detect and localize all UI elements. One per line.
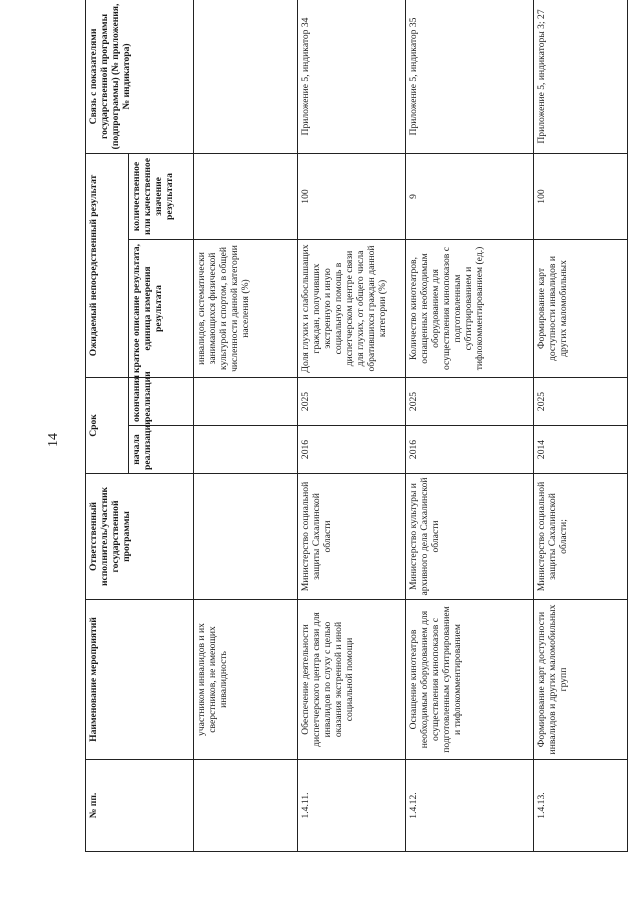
row-name: участником инвалидов и их сверстников, не имеющих инвалидность (194, 600, 298, 760)
table-row (194, 0, 298, 852)
table-row (406, 0, 534, 852)
row-start: 2016 (406, 426, 534, 474)
row-name: Обеспечение деятельности диспетчерского центра связи для инвалидов по слуху с целью оказания экстренной и иной социальной помощи (298, 600, 406, 760)
row-value: 100 (534, 153, 628, 239)
header-result-value: количественное или качественное значение результата (129, 153, 194, 239)
row-end: 2025 (406, 378, 534, 426)
header-executor: Ответственный исполнитель/участник государственной программы (86, 474, 194, 600)
row-num: 1.4.11. (298, 760, 406, 852)
row-executor: Министерство социальной защиты Сахалинской области; (534, 474, 628, 600)
row-name: Оснащение кинотеатров необходимым оборудованием для осуществления кинопоказов с подготовленным субтитрированием и тифлокомментированием (406, 600, 534, 760)
header-result-desc: краткое описание результата, единица измерения результата (129, 240, 194, 378)
row-value: 100 (298, 153, 406, 239)
row-value (194, 153, 298, 239)
row-desc: Доля глухих и слабослышащих граждан, получивших экстренную и иную социальную помощь в диспетчерском центре связи для глухих, от общего числа обратившихся граждан данной категории (%) (298, 240, 406, 378)
row-value: 9 (406, 153, 534, 239)
header-result: Ожидаемый непосредственный результат (86, 153, 129, 377)
header-num: № пп. (86, 760, 194, 852)
row-start (194, 426, 298, 474)
row-executor: Министерство культуры и архивного дела Сахалинской области (406, 474, 534, 600)
header-name: Наименование мероприятий (86, 600, 194, 760)
row-link (194, 0, 298, 153)
row-link: Приложение 5, индикатор 34 (298, 0, 406, 153)
row-end (194, 378, 298, 426)
row-end: 2025 (534, 378, 628, 426)
row-num: 1.4.13. (534, 760, 628, 852)
header-link: Связь с показателями государственной программы (подпрограммы) (№ приложения, № индикатора) (86, 0, 194, 153)
row-end: 2025 (298, 378, 406, 426)
row-num: 1.4.12. (406, 760, 534, 852)
row-link: Приложение 5, индикаторы 3; 27 (534, 0, 628, 153)
table-row (534, 0, 628, 852)
row-start: 2014 (534, 426, 628, 474)
row-desc: Количество кинотеатров, оснащенных необходимым оборудованием для осуществления кинопоказов с подготовленным субтитрированием и тифлокомментированием (ед.) (406, 240, 534, 378)
table-row (298, 0, 406, 852)
header-term: Срок (86, 378, 129, 474)
row-desc: инвалидов, систематически занимающихся физической культурой и спортом, в общей численности данной категории населения (%) (194, 240, 298, 378)
header-term-end: окончания реализации (129, 378, 194, 426)
row-start: 2016 (298, 426, 406, 474)
row-executor: Министерство социальной защиты Сахалинской области (298, 474, 406, 600)
rotated-table-container (85, 0, 628, 852)
header-term-start: начала реализации (129, 426, 194, 474)
page-number: 14 (46, 433, 61, 447)
row-executor (194, 474, 298, 600)
program-table (85, 0, 628, 852)
row-desc: Формирование карт доступности инвалидов и других маломобильных (534, 240, 628, 378)
row-name: Формирование карт доступности инвалидов и других маломобильных групп (534, 600, 628, 760)
row-link: Приложение 5, индикатор 35 (406, 0, 534, 153)
row-num (194, 760, 298, 852)
